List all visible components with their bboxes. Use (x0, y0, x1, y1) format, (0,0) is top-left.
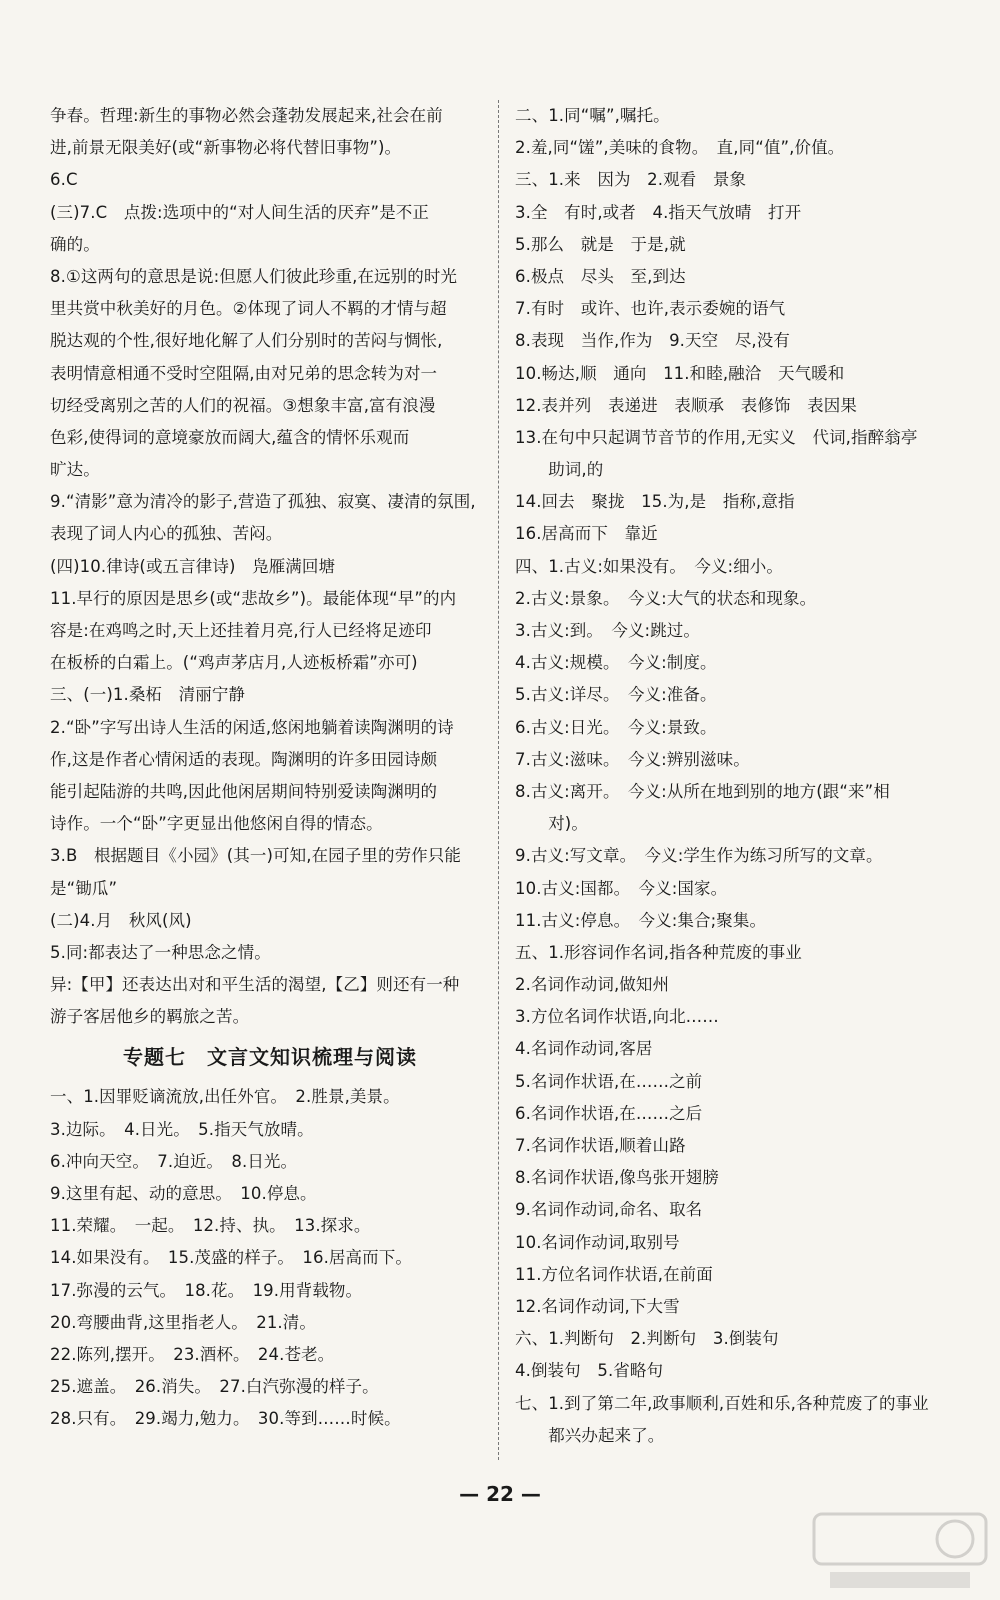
answer-line: 10.畅达,顺 通向 11.和睦,融洽 天气暖和 (515, 363, 845, 383)
answer-line: 2.古义:景象。 今义:大气的状态和现象。 (515, 588, 817, 608)
section-heading: 专题七 文言文知识梳理与阅读 (123, 1045, 417, 1070)
answer-line: 4.古义:规模。 今义:制度。 (515, 653, 717, 673)
answer-line: 25.遮盖。 26.消失。 27.白汽弥漫的样子。 (50, 1377, 379, 1397)
answer-line: 11.古义:停息。 今义:集合;聚集。 (515, 910, 767, 930)
answer-line: 22.陈列,摆开。 23.酒杯。 24.苍老。 (50, 1344, 335, 1364)
answer-line: 5.古义:详尽。 今义:准备。 (515, 685, 717, 705)
answer-line: 8.古义:离开。 今义:从所在地到别的地方(跟“来”相 (515, 781, 890, 801)
answer-line: 14.如果没有。 15.茂盛的样子。 16.居高而下。 (50, 1248, 412, 1268)
answer-line: 2.名词作动词,做知州 (515, 975, 670, 995)
answer-line: 17.弥漫的云气。 18.花。 19.用背载物。 (50, 1280, 363, 1300)
answer-line: 二、1.同“嘱”,嘱托。 (515, 106, 670, 125)
answer-line: 6.冲向天空。 7.迫近。 8.日光。 (50, 1151, 298, 1171)
answer-line: 助词,的 (515, 460, 604, 480)
answer-line: 13.在句中只起调节音节的作用,无实义 代词,指醉翁亭 (515, 427, 918, 447)
answer-line: (四)10.律诗(或五言律诗) 凫雁满回塘 (50, 556, 336, 576)
answer-line: 11.方位名词作状语,在前面 (515, 1264, 713, 1284)
answer-line: 脱达观的个性,很好地化解了人们分别时的苦闷与惆怅, (50, 331, 443, 351)
answer-line: 3.全 有时,或者 4.指天气放晴 打开 (515, 202, 802, 222)
answer-line: 5.同:都表达了一种思念之情。 (50, 942, 271, 962)
answer-line: 6.古义:日光。 今义:景致。 (515, 717, 717, 737)
answer-line: 一、1.因罪贬谪流放,出任外官。 2.胜景,美景。 (50, 1087, 400, 1107)
answer-line: 7.古义:滋味。 今义:辨别滋味。 (515, 749, 750, 769)
answer-line: 都兴办起来了。 (515, 1425, 665, 1445)
answer-line: 12.表并列 表递进 表顺承 表修饰 表因果 (515, 395, 857, 415)
answer-line: 异:【甲】还表达出对和平生活的渴望,【乙】则还有一种 (50, 975, 460, 995)
answer-line: 4.倒装句 5.省略句 (515, 1361, 664, 1381)
answer-line: 12.名词作动词,下大雪 (515, 1296, 680, 1316)
answer-line: 表现了词人内心的孤独、苦闷。 (50, 524, 283, 544)
answer-line: 旷达。 (50, 460, 100, 480)
answer-line: 争春。哲理:新生的事物必然会蓬勃发展起来,社会在前 (50, 106, 443, 125)
answer-line: 9.“清影”意为清冷的影子,营造了孤独、寂寞、凄清的氛围, (50, 492, 476, 512)
column-divider (498, 100, 499, 1460)
answer-line: 容是:在鸡鸣之时,天上还挂着月亮,行人已经将足迹印 (50, 621, 432, 640)
page-number: — 22 — (459, 1482, 541, 1506)
answer-line: 3.方位名词作状语,向北…… (515, 1007, 719, 1027)
answer-line: (二)4.月 秋风(风) (50, 910, 192, 930)
answer-line: 在板桥的白霜上。(“鸡声茅店月,人迹板桥霜”亦可) (50, 653, 418, 673)
answer-line: 是“锄瓜” (50, 878, 118, 898)
answer-line: 七、1.到了第二年,政事顺利,百姓和乐,各种荒废了的事业 (515, 1393, 929, 1413)
answer-line: 6.C (50, 170, 78, 190)
answer-line: 里共赏中秋美好的月色。②体现了词人不羁的才情与超 (50, 299, 447, 319)
answer-line: 7.名词作状语,顺着山路 (515, 1136, 686, 1155)
answer-line: 5.那么 就是 于是,就 (515, 234, 686, 254)
answer-line: 9.这里有起、动的意思。 10.停息。 (50, 1184, 317, 1203)
watermark-logo (810, 1510, 990, 1595)
answer-line: 确的。 (50, 234, 100, 254)
answer-line: 10.名词作动词,取别号 (515, 1232, 680, 1252)
answer-line: 四、1.古义:如果没有。 今义:细小。 (515, 556, 784, 576)
answer-line: 作,这是作者心情闲适的表现。陶渊明的许多田园诗颇 (50, 749, 438, 769)
answer-line: 28.只有。 29.竭力,勉力。 30.等到……时候。 (50, 1409, 401, 1429)
answer-line: 7.有时 或许、也许,表示委婉的语气 (515, 299, 786, 319)
answer-line: 3.古义:到。 今义:跳过。 (515, 621, 701, 640)
answer-line: 5.名词作状语,在……之前 (515, 1071, 703, 1091)
answer-line: 进,前景无限美好(或“新事物必将代替旧事物”)。 (50, 138, 402, 158)
answer-line: 六、1.判断句 2.判断句 3.倒装句 (515, 1329, 779, 1349)
answer-line: 2.羞,同“馐”,美味的食物。 直,同“值”,价值。 (515, 138, 845, 158)
answer-line: 6.名词作状语,在……之后 (515, 1103, 703, 1123)
answer-line: 11.早行的原因是思乡(或“悲故乡”)。最能体现“早”的内 (50, 588, 457, 608)
answer-line: 20.弯腰曲背,这里指老人。 21.清。 (50, 1312, 316, 1332)
answer-line: 11.荣耀。 一起。 12.持、执。 13.探求。 (50, 1216, 371, 1236)
answer-line: 色彩,使得词的意境豪放而阔大,蕴含的情怀乐观而 (50, 427, 410, 447)
answer-line: 16.居高而下 靠近 (515, 524, 658, 544)
answer-line: 14.回去 聚拢 15.为,是 指称,意指 (515, 492, 795, 512)
answer-line: 9.名词作动词,命名、取名 (515, 1200, 703, 1220)
answer-line: 切经受离别之苦的人们的祝福。③想象丰富,富有浪漫 (50, 395, 436, 415)
answer-line: 能引起陆游的共鸣,因此他闲居期间特别爱读陶渊明的 (50, 781, 438, 801)
answer-line: 8.名词作状语,像鸟张开翅膀 (515, 1168, 719, 1188)
answer-line: (三)7.C 点拨:选项中的“对人间生活的厌弃”是不正 (50, 202, 429, 222)
answer-line: 三、1.来 因为 2.观看 景象 (515, 170, 747, 190)
answer-line: 游子客居他乡的羁旅之苦。 (50, 1007, 250, 1027)
answer-line: 8.①这两句的意思是说:但愿人们彼此珍重,在远别的时光 (50, 266, 458, 286)
answer-line: 五、1.形容词作名词,指各种荒废的事业 (515, 942, 802, 962)
answer-line: 2.“卧”字写出诗人生活的闲适,悠闲地躺着读陶渊明的诗 (50, 717, 454, 737)
answer-line: 表明情意相通不受时空阻隔,由对兄弟的思念转为对一 (50, 363, 438, 383)
answer-line: 三、(一)1.桑柘 清丽宁静 (50, 685, 246, 705)
answer-line: 10.古义:国都。 今义:国家。 (515, 878, 728, 898)
answer-line: 3.边际。 4.日光。 5.指天气放晴。 (50, 1119, 314, 1139)
answer-line: 对)。 (515, 814, 588, 834)
answer-line: 诗作。一个“卧”字更显出他悠闲自得的情态。 (50, 814, 383, 834)
left-column (50, 100, 490, 1436)
answer-line: 4.名词作动词,客居 (515, 1039, 653, 1059)
right-column (515, 100, 960, 1452)
answer-line: 8.表现 当作,作为 9.天空 尽,没有 (515, 331, 790, 351)
answer-line: 3.B 根据题目《小园》(其一)可知,在园子里的劳作只能 (50, 846, 461, 866)
answer-line: 6.极点 尽头 至,到达 (515, 266, 686, 286)
answer-line: 9.古义:写文章。 今义:学生作为练习所写的文章。 (515, 846, 883, 866)
